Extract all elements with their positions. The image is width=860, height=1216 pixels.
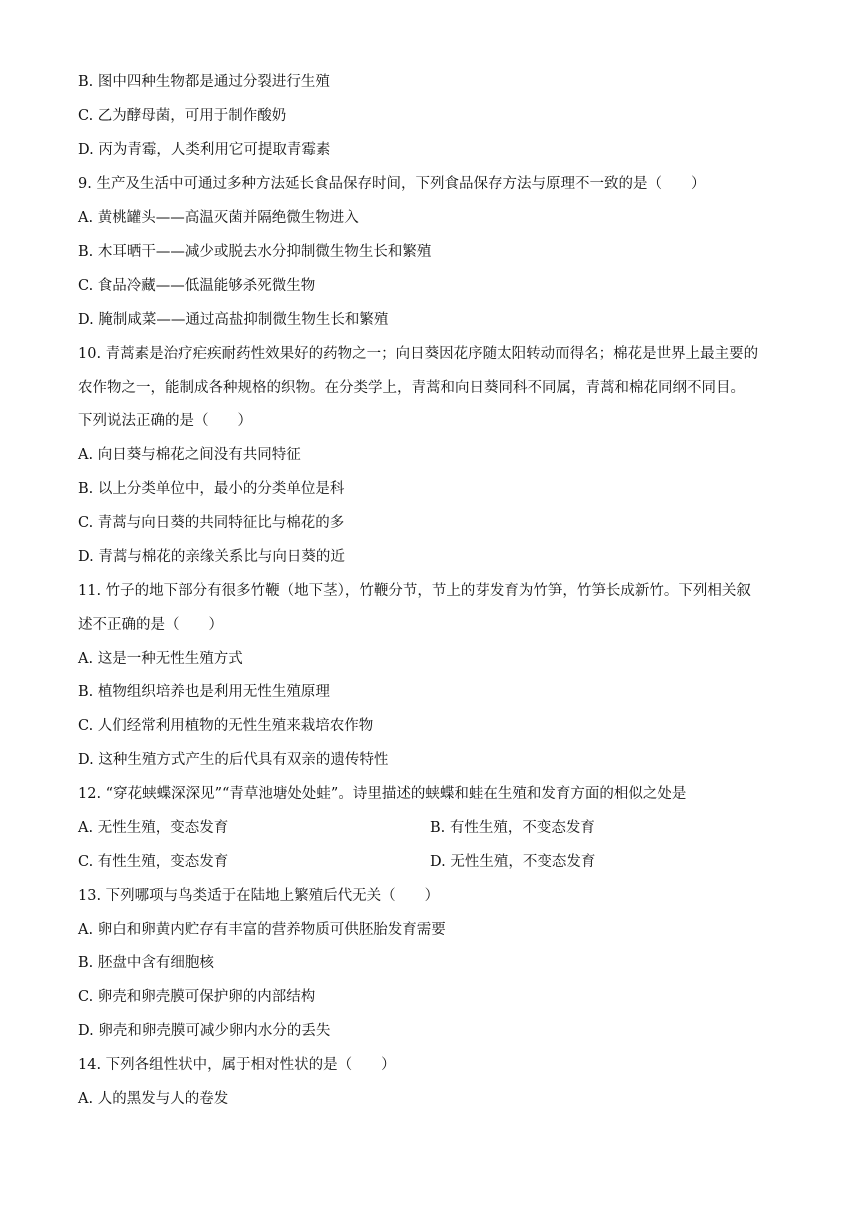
q11-stem-line1: 11. 竹子的地下部分有很多竹鞭（地下茎），竹鞭分节，节上的芽发育为竹笋，竹笋长成新竹。下列相关叙: [78, 583, 751, 599]
q12-option-b: B. 有性生殖，不变态发育: [430, 820, 595, 836]
q11-stem-line2: 述不正确的是（ ）: [78, 617, 223, 633]
q10-stem-line1: 10. 青蒿素是治疗疟疾耐药性效果好的药物之一；向日葵因花序随太阳转动而得名；棉花是世界上最主要的: [78, 346, 759, 362]
q8-option-d: D. 丙为青霉，人类利用它可提取青霉素: [78, 142, 331, 158]
q13-option-b: B. 胚盘中含有细胞核: [78, 955, 214, 971]
q8-option-b: B. 图中四种生物都是通过分裂进行生殖: [78, 74, 330, 90]
q10-stem-line2: 农作物之一，能制成各种规格的织物。在分类学上，青蒿和向日葵同科不同属，青蒿和棉花同纲不同目。: [78, 380, 745, 396]
q9-stem: 9. 生产及生活中可通过多种方法延长食品保存时间，下列食品保存方法与原理不一致的是（ ）: [78, 176, 706, 192]
q10-option-d: D. 青蒿与棉花的亲缘关系比与向日葵的近: [78, 549, 345, 565]
q10-option-a: A. 向日葵与棉花之间没有共同特征: [78, 447, 301, 463]
q13-option-c: C. 卵壳和卵壳膜可保护卵的内部结构: [78, 989, 316, 1005]
q10-option-c: C. 青蒿与向日葵的共同特征比与棉花的多: [78, 515, 345, 531]
q13-option-d: D. 卵壳和卵壳膜可减少卵内水分的丢失: [78, 1023, 331, 1039]
q9-option-d: D. 腌制咸菜——通过高盐抑制微生物生长和繁殖: [78, 312, 389, 328]
q11-option-b: B. 植物组织培养也是利用无性生殖原理: [78, 684, 330, 700]
q8-option-c: C. 乙为酵母菌，可用于制作酸奶: [78, 108, 287, 124]
q12-option-d: D. 无性生殖，不变态发育: [430, 854, 596, 870]
q12-stem: 12. “穿花蛱蝶深深见”“青草池塘处处蛙”。诗里描述的蛱蝶和蛙在生殖和发育方面的相似之处是: [78, 786, 687, 802]
q11-option-d: D. 这种生殖方式产生的后代具有双亲的遗传特性: [78, 752, 389, 768]
q9-option-c: C. 食品冷藏——低温能够杀死微生物: [78, 278, 316, 294]
q11-option-a: A. 这是一种无性生殖方式: [78, 651, 243, 667]
q14-option-a: A. 人的黑发与人的卷发: [78, 1091, 229, 1107]
q10-stem-line3: 下列说法正确的是（ ）: [78, 413, 252, 429]
q14-stem: 14. 下列各组性状中，属于相对性状的是（ ）: [78, 1057, 396, 1073]
q13-stem: 13. 下列哪项与鸟类适于在陆地上繁殖后代无关（ ）: [78, 888, 440, 904]
q11-option-c: C. 人们经常利用植物的无性生殖来栽培农作物: [78, 718, 374, 734]
q13-option-a: A. 卵白和卵黄内贮存有丰富的营养物质可供胚胎发育需要: [78, 922, 446, 938]
q12-option-c: C. 有性生殖，变态发育: [78, 854, 229, 870]
q10-option-b: B. 以上分类单位中，最小的分类单位是科: [78, 481, 345, 497]
q9-option-a: A. 黄桃罐头——高温灭菌并隔绝微生物进入: [78, 210, 359, 226]
q12-option-a: A. 无性生殖，变态发育: [78, 820, 229, 836]
q9-option-b: B. 木耳晒干——减少或脱去水分抑制微生物生长和繁殖: [78, 244, 432, 260]
